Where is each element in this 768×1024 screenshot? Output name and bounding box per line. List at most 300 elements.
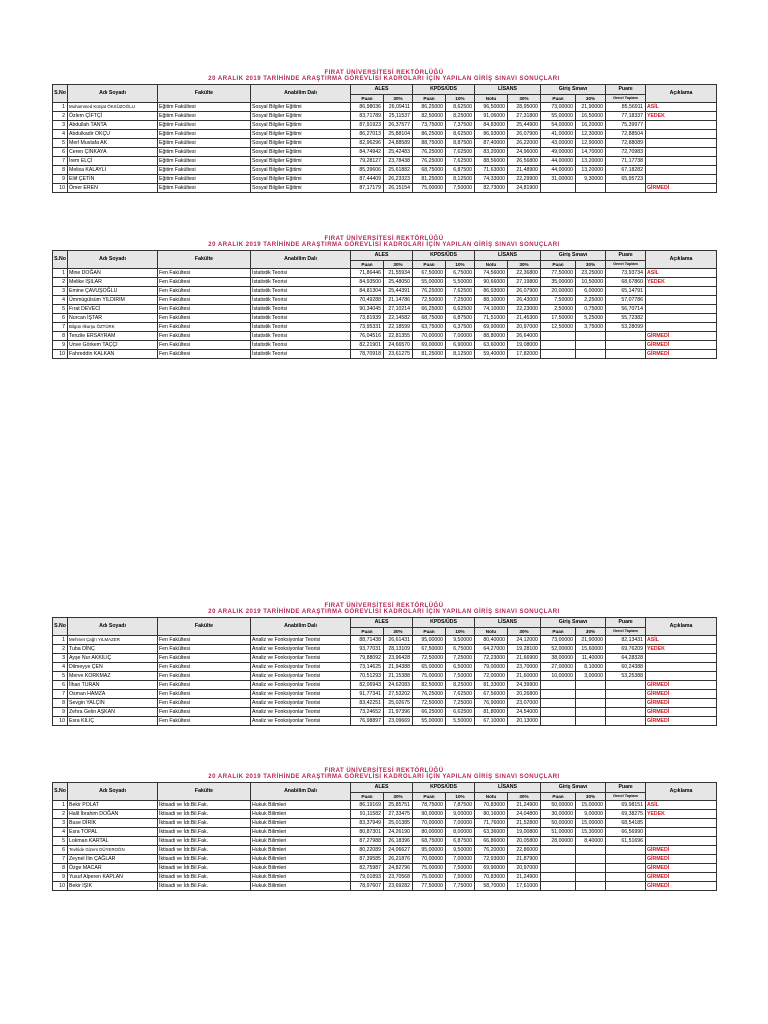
row-number: 10 bbox=[53, 350, 68, 359]
entry-exam-score: 35,00000 bbox=[541, 278, 576, 287]
status-note bbox=[646, 166, 717, 175]
ales-30-score: 23,61275 bbox=[384, 350, 413, 359]
col-kpds-header: KPDS/ÜDS bbox=[413, 618, 475, 628]
results-table bbox=[52, 617, 717, 726]
kpds-score: 63,75000 bbox=[413, 323, 446, 332]
col-sno-header: S.No bbox=[53, 618, 68, 636]
ales-30-score: 24,62083 bbox=[384, 681, 413, 690]
department-cell: İstatistik Teorisi bbox=[251, 305, 351, 314]
document-title: FIRAT ÜNİVERSİTESİ REKTÖRLÜĞÜ bbox=[324, 603, 444, 609]
ales-score: 82,21901 bbox=[351, 341, 384, 350]
status-note bbox=[646, 139, 717, 148]
ales-score: 90,34045 bbox=[351, 305, 384, 314]
ales-score: 83,71789 bbox=[351, 112, 384, 121]
lisans-grade: 70,83000 bbox=[475, 801, 508, 810]
candidate-name: Emine ÇAVUŞOĞLU bbox=[68, 287, 158, 296]
entry-exam-score: 41,00000 bbox=[541, 130, 576, 139]
row-number: 9 bbox=[53, 708, 68, 717]
col-ales-header: ALES bbox=[351, 783, 413, 793]
candidate-name: Fahreddin KALKAN bbox=[68, 350, 158, 359]
ales-score: 82,06943 bbox=[351, 681, 384, 690]
ales-score: 70,51293 bbox=[351, 672, 384, 681]
row-number: 10 bbox=[53, 882, 68, 891]
entry-exam-30-score bbox=[576, 681, 606, 690]
faculty-cell: Eğitim Fakültesi bbox=[158, 184, 251, 193]
lisans-grade: 88,10000 bbox=[475, 296, 508, 305]
lisans-grade: 59,40000 bbox=[475, 350, 508, 359]
lisans-30-score: 17,82000 bbox=[508, 350, 541, 359]
kpds-score: 77,50000 bbox=[413, 882, 446, 891]
department-cell: Hukuk Bilimleri bbox=[251, 855, 351, 864]
kpds-10-score: 9,50000 bbox=[446, 636, 475, 645]
entry-exam-30-score: 21,90000 bbox=[576, 636, 606, 645]
lisans-30-score: 25,44900 bbox=[508, 121, 541, 130]
candidate-name: Mine DOĞAN bbox=[68, 269, 158, 278]
status-note bbox=[646, 148, 717, 157]
row-number: 1 bbox=[53, 269, 68, 278]
candidate-name: Tuba DİNÇ bbox=[68, 645, 158, 654]
entry-exam-30-score: 12,90000 bbox=[576, 139, 606, 148]
lisans-grade: 76,20000 bbox=[475, 846, 508, 855]
table-row bbox=[53, 819, 717, 828]
row-number: 10 bbox=[53, 717, 68, 726]
col-giris-header: Giriş Sınavı bbox=[541, 251, 606, 261]
lisans-grade: 96,50000 bbox=[475, 103, 508, 112]
status-note: ASİL bbox=[646, 801, 717, 810]
total-score bbox=[606, 184, 646, 193]
subheader-cell: 30% bbox=[384, 628, 413, 636]
table-row bbox=[53, 148, 717, 157]
ales-30-score: 27,53202 bbox=[384, 690, 413, 699]
status-note: GİRMEDİ bbox=[646, 708, 717, 717]
lisans-grade: 90,66000 bbox=[475, 278, 508, 287]
kpds-10-score: 6,75000 bbox=[446, 645, 475, 654]
status-note bbox=[646, 175, 717, 184]
kpds-10-score: 7,25000 bbox=[446, 699, 475, 708]
candidate-name: Dilmeyye ÇEN bbox=[68, 663, 158, 672]
col-name-header: Adı Soyadı bbox=[68, 85, 158, 103]
faculty-cell: Eğitim Fakültesi bbox=[158, 166, 251, 175]
entry-exam-score: 44,00000 bbox=[541, 157, 576, 166]
table-row bbox=[53, 121, 717, 130]
subheader-cell: 10% bbox=[446, 261, 475, 269]
department-cell: Analiz ve Fonksiyonlar Teorisi bbox=[251, 663, 351, 672]
kpds-10-score: 8,25000 bbox=[446, 112, 475, 121]
candidate-name: Bilgün Ilkurşu ÖZTÜRK bbox=[68, 323, 158, 332]
total-score: 64,28328 bbox=[606, 654, 646, 663]
ales-30-score: 22,14582 bbox=[384, 314, 413, 323]
lisans-grade: 88,80000 bbox=[475, 332, 508, 341]
kpds-10-score: 7,50000 bbox=[446, 184, 475, 193]
entry-exam-30-score bbox=[576, 690, 606, 699]
document-title: FIRAT ÜNİVERSİTESİ REKTÖRLÜĞÜ bbox=[324, 768, 444, 774]
ales-30-score: 22,18599 bbox=[384, 323, 413, 332]
status-note bbox=[646, 672, 717, 681]
entry-exam-30-score: 15,00000 bbox=[576, 801, 606, 810]
entry-exam-30-score: 14,70000 bbox=[576, 148, 606, 157]
entry-exam-score: 27,00000 bbox=[541, 663, 576, 672]
kpds-score: 95,00000 bbox=[413, 846, 446, 855]
table-row bbox=[53, 828, 717, 837]
row-number: 9 bbox=[53, 873, 68, 882]
kpds-10-score: 7,00000 bbox=[446, 332, 475, 341]
status-note: YEDEK bbox=[646, 278, 717, 287]
status-note bbox=[646, 296, 717, 305]
candidate-name: Tenzile ERSAYRAM bbox=[68, 332, 158, 341]
total-score: 68,67860 bbox=[606, 278, 646, 287]
table-row bbox=[53, 296, 717, 305]
faculty-cell: İktisadi ve İdr.Bil.Fak. bbox=[158, 864, 251, 873]
kpds-score: 80,00000 bbox=[413, 828, 446, 837]
status-note: GİRMEDİ bbox=[646, 690, 717, 699]
subheader-cell: 30% bbox=[508, 95, 541, 103]
document-subtitle: 20 ARALIK 2019 TARİHİNDE ARAŞTIRMA GÖREVLİSİ KADROLARI İÇİN YAPILAN GİRİŞ SINAVI SONUÇLARI bbox=[208, 609, 560, 615]
department-cell: Sosyal Bilgiler Eğitimi bbox=[251, 157, 351, 166]
row-number: 2 bbox=[53, 278, 68, 287]
kpds-10-score: 8,62500 bbox=[446, 130, 475, 139]
entry-exam-score bbox=[541, 699, 576, 708]
candidate-name: Osman HAMZA bbox=[68, 690, 158, 699]
candidate-name: Özge MACAR bbox=[68, 864, 158, 873]
faculty-cell: İktisadi ve İdr.Bil.Fak. bbox=[158, 828, 251, 837]
candidate-name: Tevhide Gizem DÜYEROĞN bbox=[68, 846, 158, 855]
department-cell: Hukuk Bilimleri bbox=[251, 846, 351, 855]
ales-30-score: 24,88589 bbox=[384, 139, 413, 148]
faculty-cell: Fen Fakültesi bbox=[158, 269, 251, 278]
subheader-cell: Genel Toplam bbox=[606, 793, 646, 801]
entry-exam-score: 51,00000 bbox=[541, 828, 576, 837]
ales-30-score: 26,18396 bbox=[384, 837, 413, 846]
kpds-10-score: 7,87500 bbox=[446, 801, 475, 810]
ales-30-score: 25,42483 bbox=[384, 148, 413, 157]
subheader-cell: Puan bbox=[413, 793, 446, 801]
faculty-cell: Fen Fakültesi bbox=[158, 654, 251, 663]
department-cell: İstatistik Teorisi bbox=[251, 314, 351, 323]
ales-30-score: 26,21876 bbox=[384, 855, 413, 864]
kpds-10-score: 7,75000 bbox=[446, 882, 475, 891]
faculty-cell: Eğitim Fakültesi bbox=[158, 148, 251, 157]
ales-30-score: 21,14786 bbox=[384, 296, 413, 305]
department-cell: Analiz ve Fonksiyonlar Teorisi bbox=[251, 645, 351, 654]
lisans-grade: 80,40000 bbox=[475, 636, 508, 645]
col-dept-header: Anabilim Dalı bbox=[251, 783, 351, 801]
ales-score: 84,93500 bbox=[351, 278, 384, 287]
total-score bbox=[606, 855, 646, 864]
status-note bbox=[646, 314, 717, 323]
total-score: 57,07786 bbox=[606, 296, 646, 305]
lisans-30-score: 26,22000 bbox=[508, 139, 541, 148]
total-score: 56,70714 bbox=[606, 305, 646, 314]
row-number: 4 bbox=[53, 296, 68, 305]
total-score bbox=[606, 332, 646, 341]
ales-score: 87,44409 bbox=[351, 175, 384, 184]
status-note bbox=[646, 323, 717, 332]
lisans-grade: 76,90000 bbox=[475, 699, 508, 708]
subheader-cell: Genel Toplam bbox=[606, 261, 646, 269]
lisans-30-score: 19,00800 bbox=[508, 828, 541, 837]
entry-exam-30-score bbox=[576, 184, 606, 193]
subheader-cell: 30% bbox=[508, 628, 541, 636]
ales-30-score: 23,69282 bbox=[384, 882, 413, 891]
ales-score: 78,70918 bbox=[351, 350, 384, 359]
table-row bbox=[53, 350, 717, 359]
table-row bbox=[53, 287, 717, 296]
candidate-name: Eliif ÇETİN bbox=[68, 175, 158, 184]
kpds-score: 65,00000 bbox=[413, 663, 446, 672]
ales-score: 86,19169 bbox=[351, 801, 384, 810]
row-number: 4 bbox=[53, 130, 68, 139]
ales-30-score: 27,10214 bbox=[384, 305, 413, 314]
col-name-header: Adı Soyadı bbox=[68, 783, 158, 801]
lisans-grade: 83,20000 bbox=[475, 148, 508, 157]
total-score bbox=[606, 341, 646, 350]
kpds-10-score: 6,37500 bbox=[446, 323, 475, 332]
status-note: GİRMEDİ bbox=[646, 855, 717, 864]
lisans-grade: 86,93000 bbox=[475, 287, 508, 296]
ales-score: 73,14625 bbox=[351, 663, 384, 672]
subheader-cell: Puan bbox=[413, 261, 446, 269]
lisans-30-score: 22,36800 bbox=[508, 269, 541, 278]
entry-exam-30-score: 10,50000 bbox=[576, 278, 606, 287]
kpds-score: 72,50000 bbox=[413, 699, 446, 708]
col-ales-header: ALES bbox=[351, 85, 413, 95]
entry-exam-30-score: 5,25000 bbox=[576, 314, 606, 323]
total-score: 53,25388 bbox=[606, 672, 646, 681]
col-sno-header: S.No bbox=[53, 783, 68, 801]
entry-exam-30-score: 3,75000 bbox=[576, 323, 606, 332]
status-note: GİRMEDİ bbox=[646, 341, 717, 350]
ales-30-score: 24,66570 bbox=[384, 341, 413, 350]
status-note: GİRMEDİ bbox=[646, 882, 717, 891]
entry-exam-score bbox=[541, 855, 576, 864]
subheader-cell: 30% bbox=[576, 628, 606, 636]
department-cell: İstatistik Teorisi bbox=[251, 296, 351, 305]
header-row bbox=[53, 251, 717, 261]
status-note: GİRMEDİ bbox=[646, 717, 717, 726]
header-row bbox=[53, 85, 717, 95]
kpds-10-score: 6,90000 bbox=[446, 341, 475, 350]
table-row bbox=[53, 166, 717, 175]
col-kpds-header: KPDS/ÜDS bbox=[413, 85, 475, 95]
table-row bbox=[53, 882, 717, 891]
kpds-score: 72,50000 bbox=[413, 296, 446, 305]
lisans-grade: 69,90000 bbox=[475, 864, 508, 873]
lisans-grade: 71,76000 bbox=[475, 819, 508, 828]
header-row bbox=[53, 618, 717, 628]
lisans-30-score: 20,26800 bbox=[508, 690, 541, 699]
kpds-score: 73,75000 bbox=[413, 121, 446, 130]
ales-score: 79,01893 bbox=[351, 873, 384, 882]
table-row bbox=[53, 810, 717, 819]
total-score: 60,24388 bbox=[606, 663, 646, 672]
department-cell: Sosyal Bilgiler Eğitimi bbox=[251, 121, 351, 130]
kpds-10-score: 7,25000 bbox=[446, 296, 475, 305]
ales-30-score: 25,11537 bbox=[384, 112, 413, 121]
col-dept-header: Anabilim Dalı bbox=[251, 85, 351, 103]
department-cell: Analiz ve Fonksiyonlar Teorisi bbox=[251, 690, 351, 699]
row-number: 8 bbox=[53, 332, 68, 341]
entry-exam-30-score bbox=[576, 864, 606, 873]
subheader-cell: 10% bbox=[446, 95, 475, 103]
entry-exam-score: 2,50000 bbox=[541, 305, 576, 314]
table-row bbox=[53, 681, 717, 690]
subheader-cell: 30% bbox=[576, 793, 606, 801]
entry-exam-score: 17,50000 bbox=[541, 314, 576, 323]
table-row bbox=[53, 801, 717, 810]
lisans-30-score: 24,12000 bbox=[508, 636, 541, 645]
lisans-30-score: 20,05800 bbox=[508, 837, 541, 846]
ales-score: 88,71438 bbox=[351, 636, 384, 645]
col-faculty-header: Fakülte bbox=[158, 783, 251, 801]
total-score bbox=[606, 690, 646, 699]
department-cell: Analiz ve Fonksiyonlar Teorisi bbox=[251, 699, 351, 708]
faculty-cell: İktisadi ve İdr.Bil.Fak. bbox=[158, 855, 251, 864]
ales-30-score: 26,23323 bbox=[384, 175, 413, 184]
subheader-cell: Puan bbox=[413, 95, 446, 103]
subheader-cell: 30% bbox=[576, 95, 606, 103]
entry-exam-score: 49,00000 bbox=[541, 148, 576, 157]
kpds-score: 67,50000 bbox=[413, 645, 446, 654]
total-score: 67,18282 bbox=[606, 166, 646, 175]
row-number: 5 bbox=[53, 672, 68, 681]
kpds-score: 82,50000 bbox=[413, 112, 446, 121]
entry-exam-30-score: 15,60000 bbox=[576, 645, 606, 654]
faculty-cell: Fen Fakültesi bbox=[158, 717, 251, 726]
kpds-10-score: 7,00000 bbox=[446, 819, 475, 828]
kpds-10-score: 8,87500 bbox=[446, 139, 475, 148]
table-row bbox=[53, 130, 717, 139]
entry-exam-score bbox=[541, 681, 576, 690]
lisans-grade: 63,60000 bbox=[475, 341, 508, 350]
ales-30-score: 23,96428 bbox=[384, 654, 413, 663]
lisans-grade: 81,33000 bbox=[475, 681, 508, 690]
department-cell: İstatistik Teorisi bbox=[251, 332, 351, 341]
department-cell: Analiz ve Fonksiyonlar Teorisi bbox=[251, 681, 351, 690]
col-faculty-header: Fakülte bbox=[158, 618, 251, 636]
kpds-10-score: 7,50000 bbox=[446, 873, 475, 882]
kpds-score: 55,00000 bbox=[413, 278, 446, 287]
row-number: 4 bbox=[53, 663, 68, 672]
lisans-30-score: 22,29900 bbox=[508, 175, 541, 184]
ales-score: 73,24652 bbox=[351, 708, 384, 717]
kpds-10-score: 5,50000 bbox=[446, 278, 475, 287]
total-score: 65,95723 bbox=[606, 175, 646, 184]
department-cell: Sosyal Bilgiler Eğitimi bbox=[251, 130, 351, 139]
lisans-30-score: 26,43000 bbox=[508, 296, 541, 305]
ales-score: 87,27988 bbox=[351, 837, 384, 846]
entry-exam-score: 38,00000 bbox=[541, 654, 576, 663]
table-row bbox=[53, 864, 717, 873]
ales-30-score: 26,37577 bbox=[384, 121, 413, 130]
col-name-header: Adı Soyadı bbox=[68, 251, 158, 269]
table-row bbox=[53, 636, 717, 645]
ales-score: 73,95331 bbox=[351, 323, 384, 332]
kpds-score: 70,00000 bbox=[413, 332, 446, 341]
entry-exam-30-score: 3,00000 bbox=[576, 672, 606, 681]
faculty-cell: Eğitim Fakültesi bbox=[158, 157, 251, 166]
ales-30-score: 24,82796 bbox=[384, 864, 413, 873]
kpds-10-score: 7,50000 bbox=[446, 864, 475, 873]
subheader-cell: Puan bbox=[541, 261, 576, 269]
subheader-cell: Puan bbox=[351, 793, 384, 801]
entry-exam-30-score: 23,25000 bbox=[576, 269, 606, 278]
subheader-cell: 30% bbox=[384, 95, 413, 103]
total-score: 66,56990 bbox=[606, 828, 646, 837]
status-note: GİRMEDİ bbox=[646, 873, 717, 882]
department-cell: Sosyal Bilgiler Eğitimi bbox=[251, 166, 351, 175]
table-row bbox=[53, 332, 717, 341]
candidate-name: Abdulkadir OKÇU bbox=[68, 130, 158, 139]
total-score bbox=[606, 681, 646, 690]
ales-30-score: 25,61882 bbox=[384, 166, 413, 175]
kpds-score: 55,00000 bbox=[413, 717, 446, 726]
subheader-cell: Puan bbox=[541, 628, 576, 636]
total-score: 69,38275 bbox=[606, 810, 646, 819]
status-note bbox=[646, 819, 717, 828]
candidate-name: Lokman KARTAL bbox=[68, 837, 158, 846]
table-row bbox=[53, 645, 717, 654]
department-cell: Sosyal Bilgiler Eğitimi bbox=[251, 184, 351, 193]
entry-exam-30-score: 16,50000 bbox=[576, 112, 606, 121]
lisans-grade: 86,93000 bbox=[475, 130, 508, 139]
row-number: 7 bbox=[53, 323, 68, 332]
lisans-grade: 72,00000 bbox=[475, 672, 508, 681]
subheader-cell: Genel Toplam bbox=[606, 95, 646, 103]
row-number: 5 bbox=[53, 139, 68, 148]
ales-score: 76,98897 bbox=[351, 717, 384, 726]
total-score: 72,88089 bbox=[606, 139, 646, 148]
lisans-30-score: 21,60000 bbox=[508, 672, 541, 681]
table-row bbox=[53, 717, 717, 726]
ales-score: 91,77341 bbox=[351, 690, 384, 699]
row-number: 6 bbox=[53, 846, 68, 855]
status-note bbox=[646, 130, 717, 139]
subheader-cell: Notu bbox=[475, 628, 508, 636]
kpds-score: 68,75000 bbox=[413, 837, 446, 846]
kpds-10-score: 7,00000 bbox=[446, 855, 475, 864]
ales-30-score: 25,02675 bbox=[384, 699, 413, 708]
faculty-cell: Fen Fakültesi bbox=[158, 278, 251, 287]
total-score bbox=[606, 873, 646, 882]
faculty-cell: Fen Fakültesi bbox=[158, 350, 251, 359]
kpds-10-score: 8,00000 bbox=[446, 828, 475, 837]
ales-30-score: 26,15154 bbox=[384, 184, 413, 193]
department-cell: Hukuk Bilimleri bbox=[251, 819, 351, 828]
candidate-name: Fırat DEVECİ bbox=[68, 305, 158, 314]
entry-exam-score bbox=[541, 846, 576, 855]
kpds-score: 72,50000 bbox=[413, 654, 446, 663]
table-row bbox=[53, 699, 717, 708]
department-cell: Hukuk Bilimleri bbox=[251, 837, 351, 846]
results-table bbox=[52, 782, 717, 891]
kpds-score: 76,25000 bbox=[413, 148, 446, 157]
kpds-10-score: 5,50000 bbox=[446, 717, 475, 726]
subheader-cell: Puan bbox=[351, 95, 384, 103]
col-lisans-header: LİSANS bbox=[475, 251, 541, 261]
lisans-30-score: 22,86000 bbox=[508, 846, 541, 855]
kpds-10-score: 6,87500 bbox=[446, 837, 475, 846]
table-row bbox=[53, 654, 717, 663]
candidate-name: İrem ELÇİ bbox=[68, 157, 158, 166]
total-score: 85,56911 bbox=[606, 103, 646, 112]
ales-30-score: 25,01385 bbox=[384, 819, 413, 828]
ales-score: 83,42251 bbox=[351, 699, 384, 708]
entry-exam-score: 10,00000 bbox=[541, 672, 576, 681]
entry-exam-30-score: 8,40000 bbox=[576, 837, 606, 846]
ales-score: 70,49288 bbox=[351, 296, 384, 305]
subheader-cell: Puan bbox=[351, 261, 384, 269]
status-note bbox=[646, 287, 717, 296]
